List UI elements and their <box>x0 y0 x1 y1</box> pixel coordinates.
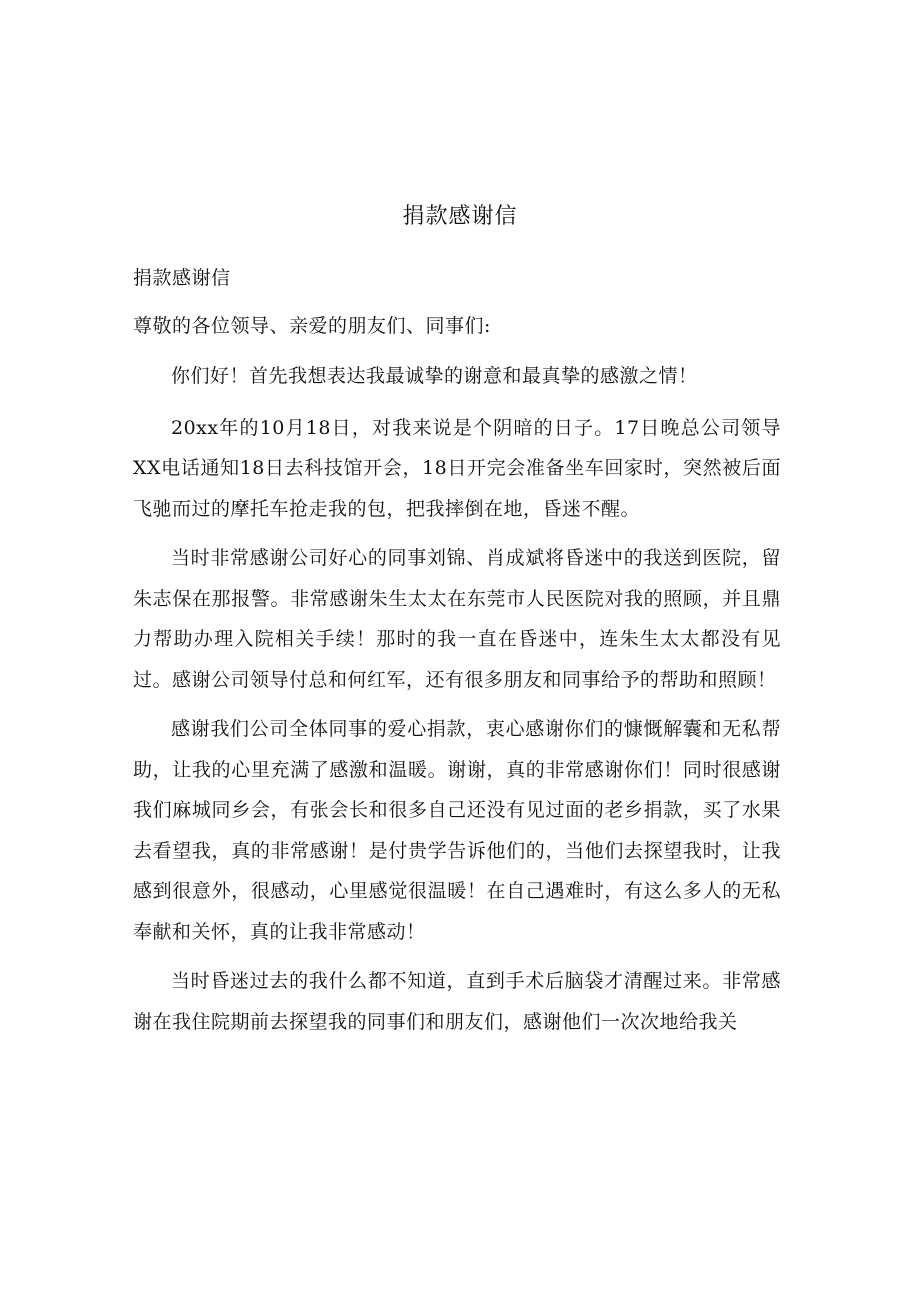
paragraph-greeting: 你们好！首先我想表达我最诚挚的谢意和最真挚的感激之情！ <box>171 365 698 387</box>
document-title: 捐款感谢信 <box>402 204 518 229</box>
paragraph-incident: 20xx年的10月18日，对我来说是个阴暗的日子。17日晚总公司领导XX电话通知18日去科技馆开会，18日开完会准备坐车回家时，突然被后面飞驰而过的摩托车抢走我的包，把我摔倒在地，昏迷不醒。 <box>133 416 781 520</box>
letter-salutation: 尊敬的各位领导、亲爱的朋友们、同事们: <box>133 315 491 337</box>
paragraph-hospital-help: 当时非常感谢公司好心的同事刘锦、肖成斌将昏迷中的我送到医院，留朱志保在那报警。非常感谢朱生太太在东莞市人民医院对我的照顾，并且鼎力帮助办理入院相关手续！那时的我一直在昏迷中，连朱生太太都没有见过。感谢公司领导付总和何红军，还有很多朋友和同事给予的帮助和照顾！ <box>133 547 781 691</box>
letter-subtitle: 捐款感谢信 <box>133 267 231 289</box>
paragraph-donations: 感谢我们公司全体同事的爱心捐款，衷心感谢你们的慷慨解囊和无私帮助，让我的心里充满了感激和温暖。谢谢，真的非常感谢你们！同时很感谢我们麻城同乡会，有张会长和很多自己还没有见过面的老乡捐款，买了水果去看望我，真的非常感谢！是付贵学告诉他们的，当他们去探望我时，让我感到很意外，很感动，心里感觉很温暖！在自己遇难时，有这么多人的无私奉献和关怀，真的让我非常感动！ <box>133 718 781 943</box>
letter-body <box>133 258 781 1050</box>
paragraph-recovery: 当时昏迷过去的我什么都不知道，直到手术后脑袋才清醒过来。非常感谢在我住院期前去探望我的同事们和朋友们，感谢他们一次次地给我关 <box>133 970 781 1033</box>
